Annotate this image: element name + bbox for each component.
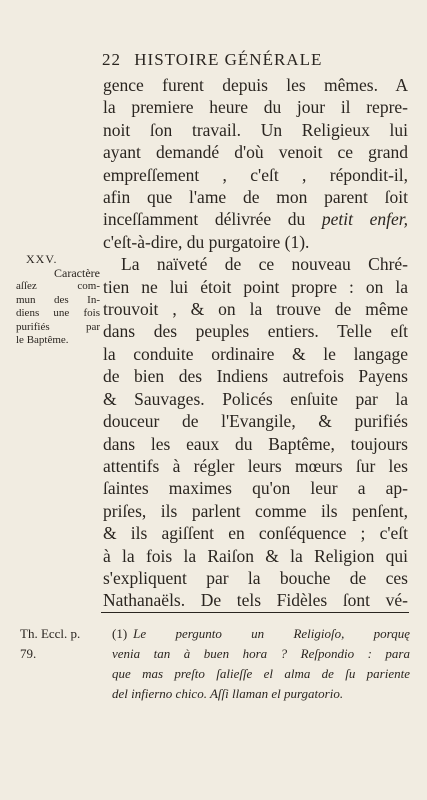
running-header: [102, 50, 402, 70]
italic-phrase: petit enfer,: [321, 209, 408, 230]
text-line: tien ne lui étoit point propre : on la: [103, 276, 408, 297]
margin-line: Caractère: [54, 265, 100, 280]
text-line: noit ſon travail. Un Religieux lui: [103, 119, 408, 140]
text-line: priſes, ils parlent comme ils penſent,: [103, 500, 408, 521]
paragraph-start-line: La naïveté de ce nouveau Chré-: [121, 254, 408, 275]
text-line: dans les eaux du Baptême, toujours: [103, 433, 408, 454]
footnote-line: que mas preſto ſalieſſe el alma de ſu pariente: [112, 666, 410, 681]
text-fragment: inceſſamment délivrée du: [103, 209, 306, 230]
text-line: s'expliquent par la bouche de ces: [103, 567, 408, 588]
text-line: ſaintes maximes qu'on leur a ap-: [103, 478, 408, 499]
footnote-source-reference: [20, 624, 102, 664]
margin-line: aſſez com-: [16, 280, 100, 292]
text-line: à la fois la Raiſon & la Religion qui: [103, 545, 408, 566]
margin-line: mun des In-: [16, 293, 100, 306]
main-text: [103, 74, 408, 612]
text-line: afin que l'ame de mon parent ſoit: [103, 187, 408, 208]
text-line: de bien des Indiens autrefois Payens: [103, 366, 408, 387]
footnote-marker: (1): [112, 626, 128, 641]
footnote-line: [112, 624, 410, 644]
text-line: & Sauvages. Policés enſuite par la: [103, 388, 408, 409]
section-number: XXV.: [26, 252, 58, 266]
footnote-line: venia tan à buen hora ? Reſpondio : para: [112, 646, 410, 661]
page-number: 22: [102, 50, 121, 69]
text-line-with-italic: [103, 208, 408, 230]
source-line: 79.: [20, 646, 37, 661]
text-line: c'eſt-à-dire, du purgatoire (1).: [103, 231, 310, 252]
source-line: Th. Eccl. p.: [20, 626, 81, 641]
margin-line: diens une fois: [16, 307, 100, 319]
footnote: [112, 624, 410, 704]
text-line: douceur de l'Evangile, & purifiés: [103, 411, 408, 432]
running-title: HISTOIRE GÉNÉRALE: [134, 50, 323, 69]
marginal-note: [16, 253, 100, 348]
footnote-text: Le pergunto un Religioſo, porquę: [133, 626, 410, 641]
text-line: empreſſement , c'eſt , répondit-il,: [103, 164, 408, 185]
text-line: & ils agiſſent en conſéquence ; c'eſt: [103, 523, 408, 544]
text-line: la conduite ordinaire & le langage: [103, 343, 408, 364]
footnote-line: del infierno chico. Aſſi llaman el purgatorio.: [112, 686, 344, 701]
text-line: gence furent depuis les mêmes. A: [103, 75, 408, 95]
text-line: la premiere heure du jour il repre-: [103, 97, 408, 118]
text-line: trouvoit , & on la trouve de même: [103, 299, 408, 320]
footnote-divider: [101, 612, 409, 613]
text-line: dans des peuples entiers. Telle eſt: [103, 321, 408, 342]
text-line: attentifs à régler leurs mœurs ſur les: [103, 455, 408, 476]
margin-line: le Baptême.: [16, 334, 69, 346]
margin-line: purifiés par: [16, 320, 100, 333]
text-line: Nathanaëls. De tels Fidèles ſont vé-: [103, 590, 408, 611]
text-line: ayant demandé d'où venoit ce grand: [103, 142, 408, 163]
